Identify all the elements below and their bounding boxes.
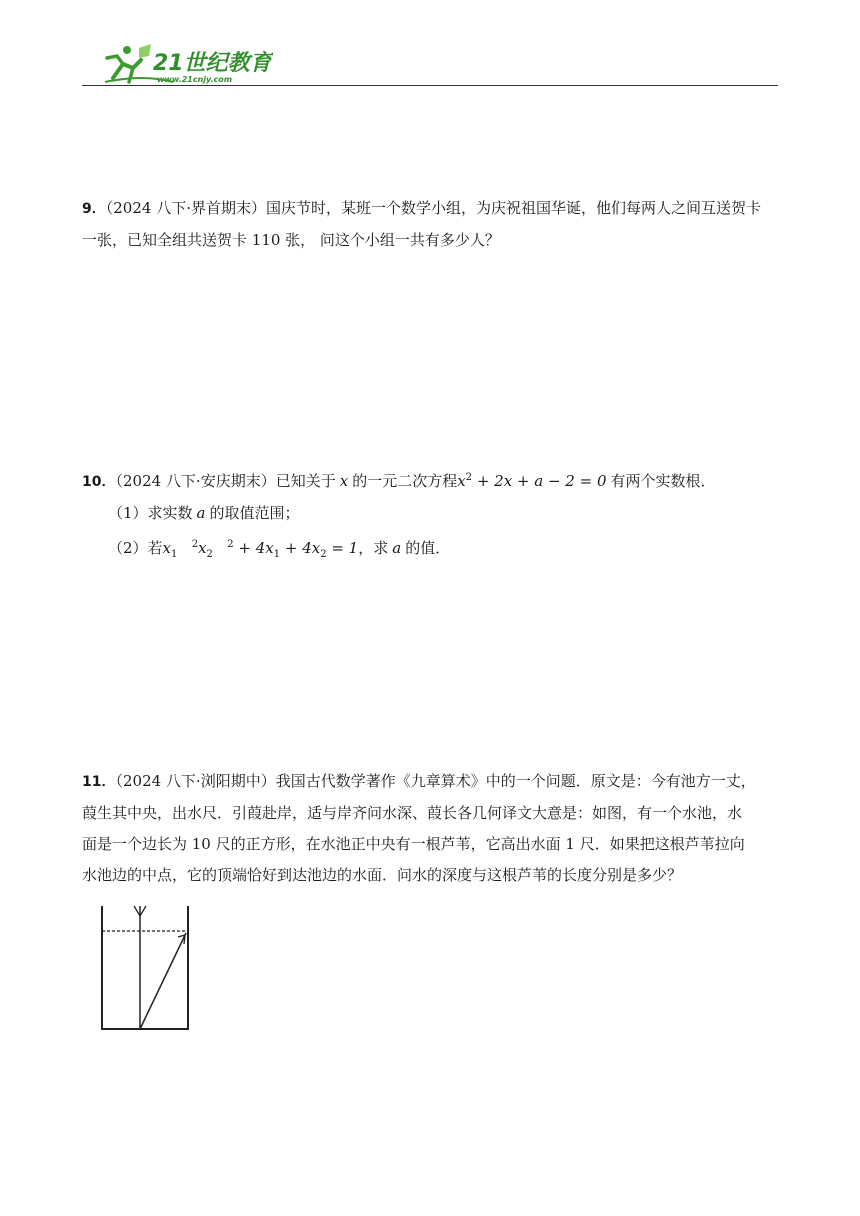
header-rule	[82, 85, 778, 86]
question-text: 面是一个边长为 10 尺的正方形，在水池正中央有一根芦苇，它高出水面 1 尺．如果把这根芦苇拉向	[82, 835, 745, 853]
question-text: 葭生其中央，出水尺．引葭赴岸，适与岸齐问水深、葭长各几何译文大意是：如图，有一个水池，水	[82, 804, 743, 822]
question-text: 我国古代数学著作《九章算术》中的一个问题．原文是：今有池方一丈，	[275, 772, 756, 790]
question-number: 9．	[82, 201, 106, 217]
question-11	[82, 766, 782, 891]
reed-slanted	[140, 933, 186, 1029]
question-text: 已知关于	[275, 472, 336, 490]
question-number: 10．	[82, 474, 116, 490]
question-9	[82, 193, 782, 256]
part-2-text: 的值．	[405, 539, 451, 557]
question-source: （2024 八下·浏阳期中）	[115, 772, 276, 790]
question-number: 11．	[82, 774, 116, 790]
part-1-text: 的取值范围；	[209, 504, 300, 522]
part-1-label: （1）求实数	[108, 504, 193, 522]
page-header	[0, 0, 860, 90]
pond-reed-figure	[100, 902, 192, 1032]
question-source: （2024 八下·界首期末）	[105, 199, 266, 217]
part-2-text: ，求	[358, 539, 389, 557]
equation: $x_1$ $^2x_2$ $^2 + 4x_1 + 4x_2 = 1$	[162, 539, 359, 560]
equation: $x^2 + 2x + a - 2 = 0$	[457, 472, 607, 490]
logo-url: www.21cnjy.com	[157, 75, 233, 84]
part-2-label: （2）若	[108, 539, 163, 557]
question-source: （2024 八下·安庆期末）	[115, 472, 276, 490]
math-var: a	[196, 504, 206, 522]
question-10	[82, 462, 782, 570]
math-var: x	[339, 472, 349, 490]
question-text: 一张，已知全组共送贺卡 110 张， 问这个小组一共有多少人？	[82, 231, 500, 249]
site-logo	[103, 42, 273, 86]
question-text: 国庆节时，某班一个数学小组，为庆祝祖国华诞，他们每两人之间互送贺卡	[265, 199, 761, 217]
question-text: 水池边的中点，它的顶端恰好到达池边的水面．问水的深度与这根芦苇的长度分别是多少？	[82, 866, 683, 884]
question-text: 有两个实数根．	[610, 472, 716, 490]
question-text: 的一元二次方程	[352, 472, 458, 490]
logo-text: 21世纪教育	[153, 51, 272, 76]
math-var: a	[392, 539, 402, 557]
